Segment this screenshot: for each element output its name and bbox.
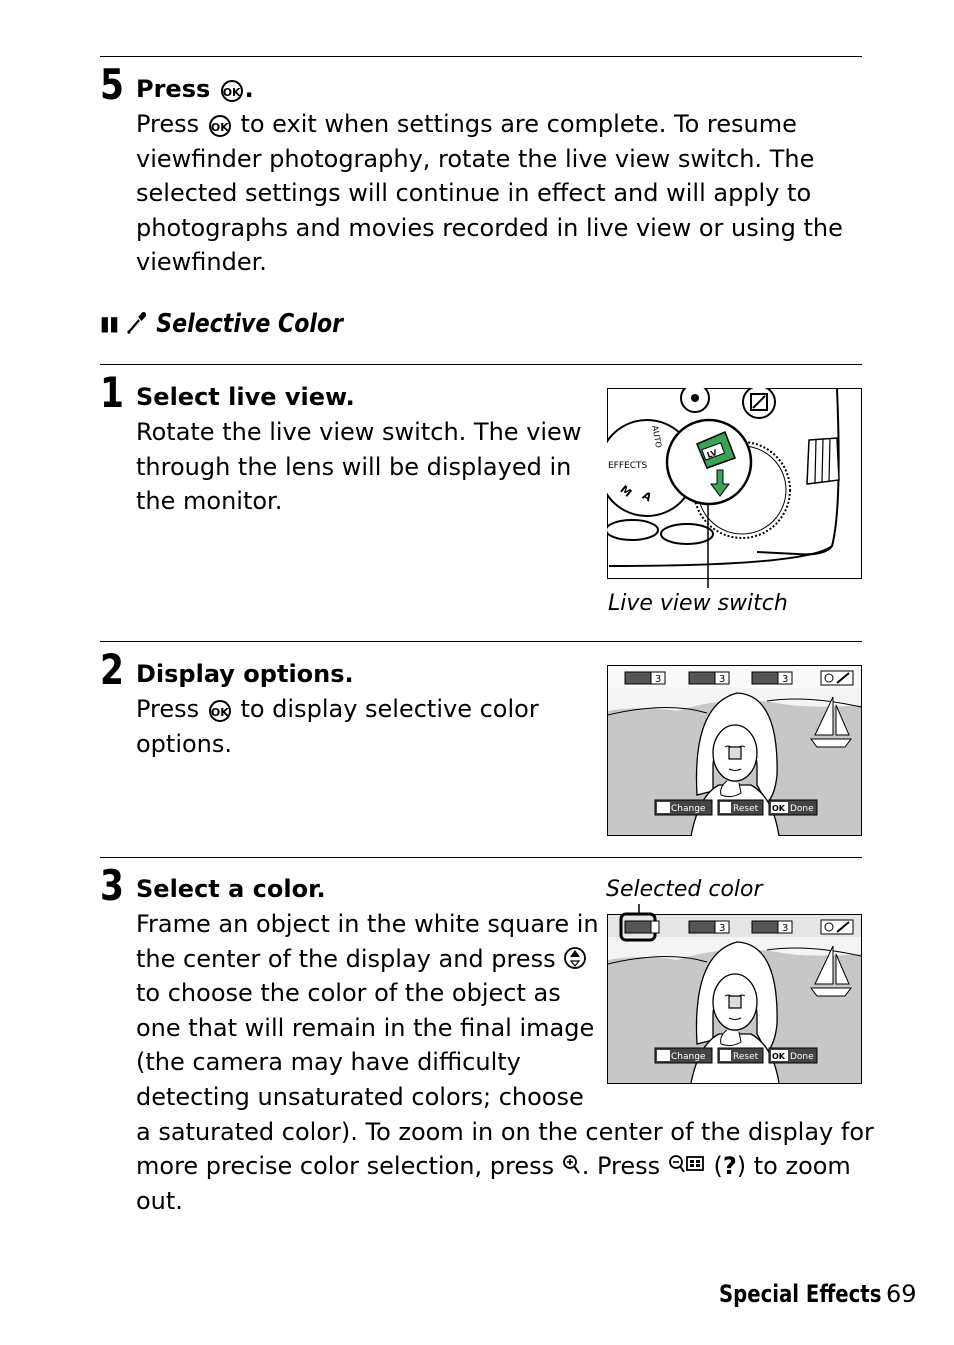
zoom-in-icon xyxy=(562,1153,582,1177)
mode-dial-effects-label: EFFECTS xyxy=(608,461,648,471)
reset-button-label: Reset xyxy=(733,804,759,814)
step-3-body: Frame an object in the white square in the center of the display and press to choose the color of the object as one that will remain in the final image (the camera may have difficulty detecting unsaturated colors; choose a saturated color). To zoom in on the center of the display for more precise color selection, press . Press (?) to zoom out. xyxy=(136,910,874,1215)
swatch-3-count: 3 xyxy=(782,923,789,934)
step-1-heading: Select live view. xyxy=(136,383,355,411)
change-button-label: Change xyxy=(671,804,706,814)
ok-key-label: OK xyxy=(772,1052,785,1061)
ok-button-icon: OK xyxy=(209,115,231,137)
eyedropper-icon xyxy=(126,309,148,335)
step-1-rule xyxy=(100,364,862,365)
step-3-heading: Select a color. xyxy=(136,875,326,903)
swatch-1-count: 3 xyxy=(655,674,662,685)
ok-button-icon: OK xyxy=(221,80,243,102)
mode-dial-a-label: A xyxy=(640,488,654,505)
step-5-number: 5 xyxy=(100,60,124,109)
step-5-heading: Press OK . xyxy=(136,75,254,103)
swatch-2-count: 3 xyxy=(719,923,726,934)
selective-color-screen-2 xyxy=(607,904,862,1084)
step-2-body: Press OK to display selective color options. xyxy=(136,695,539,758)
mode-dial-m-label: M xyxy=(617,482,635,500)
step-2-rule xyxy=(100,641,862,642)
reset-button-label: Reset xyxy=(733,1052,759,1062)
ok-key-label: OK xyxy=(772,804,785,813)
camera-live-view-switch-illustration xyxy=(607,388,862,588)
mode-dial-auto-label: AUTO xyxy=(650,424,664,449)
page-number: 69 xyxy=(886,1280,917,1308)
step-5-body: Press OK to exit when settings are complete. To resume viewfinder photography, rotate the live view switch. The selected settings will continue in effect and will apply to photographs and movies recorded in live view or using the viewfinder. xyxy=(136,110,843,277)
zoom-out-thumbnail-icon xyxy=(668,1153,706,1177)
selected-color-caption: Selected color xyxy=(606,877,763,902)
step-2-heading: Display options. xyxy=(136,660,354,688)
done-button-label: Done xyxy=(790,1052,814,1062)
swatch-2-count: 3 xyxy=(719,674,726,685)
ok-button-icon: OK xyxy=(209,700,231,722)
section-heading: ▮▮ Selective Color xyxy=(100,309,344,339)
step-1-body: Rotate the live view switch. The view through the lens will be displayed in the monitor. xyxy=(136,418,582,516)
step-1-number: 1 xyxy=(100,368,124,417)
top-rule xyxy=(100,56,862,57)
step-3-number: 3 xyxy=(100,861,124,910)
multi-selector-up-icon xyxy=(563,946,587,970)
selective-color-screen-1 xyxy=(607,665,862,836)
done-button-label: Done xyxy=(790,804,814,814)
swatch-3-count: 3 xyxy=(782,674,789,685)
step-3-rule xyxy=(100,857,862,858)
change-button-label: Change xyxy=(671,1052,706,1062)
step-2-number: 2 xyxy=(100,645,124,694)
live-view-switch-caption: Live view switch xyxy=(608,591,788,616)
footer-section-title: Special Effects xyxy=(719,1280,882,1308)
live-view-switch-label: LV xyxy=(705,448,719,460)
